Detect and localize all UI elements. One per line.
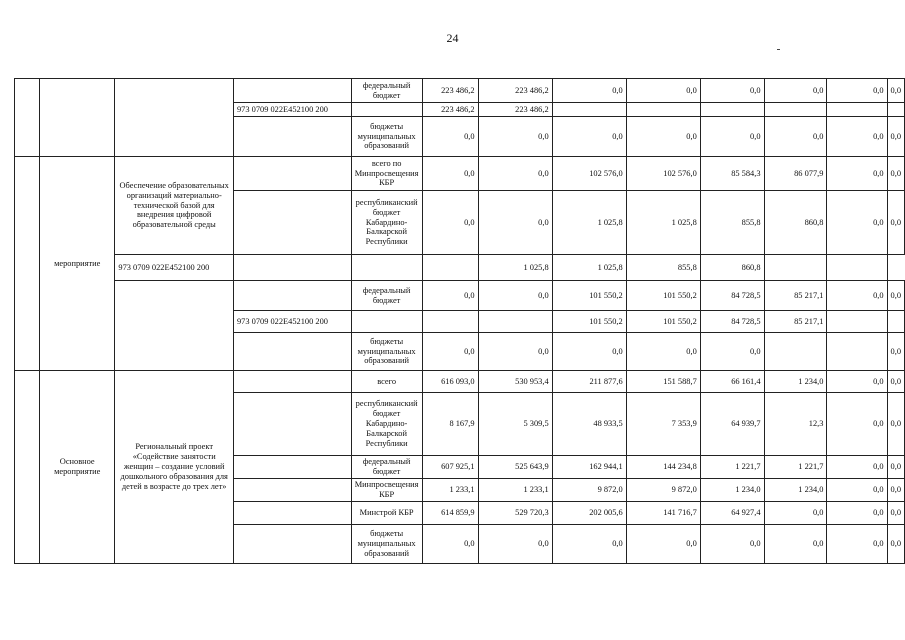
cell-value: 8 167,9	[422, 393, 478, 456]
cell-source: всего по Минпросвещения КБР	[351, 157, 422, 191]
scan-mark	[777, 49, 780, 50]
cell-value: 0,0	[478, 281, 552, 311]
cell-blank	[15, 371, 40, 564]
cell-value: 860,8	[700, 255, 764, 281]
cell-code	[233, 79, 351, 103]
cell-value: 0,0	[764, 79, 827, 103]
cell-value: 0,0	[478, 333, 552, 371]
cell-value	[827, 333, 887, 371]
cell-value: 0,0	[700, 117, 764, 157]
cell-value: 1 234,0	[764, 371, 827, 393]
cell-value	[764, 255, 827, 281]
cell-value: 860,8	[764, 191, 827, 255]
cell-value: 84 728,5	[700, 311, 764, 333]
cell-value	[827, 103, 887, 117]
cell-blank	[15, 157, 40, 371]
row-type-label: мероприятие	[40, 157, 115, 371]
cell-value: 0,0	[626, 333, 700, 371]
table-row	[15, 255, 905, 281]
cell-code	[233, 281, 351, 311]
cell-value: 141 716,7	[626, 502, 700, 525]
cell-value: 0,0	[887, 157, 904, 191]
cell-value: 0,0	[626, 117, 700, 157]
cell-value: 86 077,9	[764, 157, 827, 191]
cell-value: 0,0	[552, 79, 626, 103]
cell-value: 202 005,6	[552, 502, 626, 525]
cell-value: 529 720,3	[478, 502, 552, 525]
cell-source: федеральный бюджет	[351, 456, 422, 479]
cell-source: федеральный бюджет	[351, 79, 422, 103]
cell-value: 0,0	[422, 333, 478, 371]
cell-value: 0,0	[552, 333, 626, 371]
cell-value: 9 872,0	[552, 479, 626, 502]
cell-source: федеральный бюджет	[351, 281, 422, 311]
cell-value	[351, 255, 422, 281]
cell-value: 0,0	[827, 191, 887, 255]
cell-value	[827, 255, 887, 281]
cell-code	[233, 393, 351, 456]
cell-source	[351, 103, 422, 117]
cell-value: 85 584,3	[700, 157, 764, 191]
cell-source: бюджеты муниципальных образований	[351, 117, 422, 157]
cell-value: 0,0	[478, 191, 552, 255]
cell-value: 223 486,2	[422, 79, 478, 103]
cell-value: 66 161,4	[700, 371, 764, 393]
table-row	[15, 157, 905, 191]
cell-value: 84 728,5	[700, 281, 764, 311]
cell-value: 0,0	[700, 333, 764, 371]
cell-blank	[40, 79, 115, 157]
cell-value	[422, 255, 478, 281]
cell-value: 1 025,8	[552, 191, 626, 255]
cell-value: 0,0	[827, 371, 887, 393]
cell-value: 0,0	[552, 117, 626, 157]
cell-value: 211 877,6	[552, 371, 626, 393]
budget-table	[14, 78, 905, 564]
cell-value: 614 859,9	[422, 502, 478, 525]
cell-value: 1 234,0	[764, 479, 827, 502]
cell-source: Минстрой КБР	[351, 502, 422, 525]
cell-value: 102 576,0	[626, 157, 700, 191]
cell-code: 973 0709 022E452100 200	[233, 311, 351, 333]
cell-value: 0,0	[422, 117, 478, 157]
cell-value: 85 217,1	[764, 311, 827, 333]
cell-code	[233, 479, 351, 502]
cell-value: 162 944,1	[552, 456, 626, 479]
cell-value: 0,0	[887, 117, 904, 157]
cell-value: 1 221,7	[764, 456, 827, 479]
cell-value: 0,0	[422, 157, 478, 191]
cell-value: 0,0	[552, 525, 626, 564]
cell-value: 0,0	[887, 393, 904, 456]
cell-blank	[115, 281, 234, 371]
cell-value: 1 234,0	[700, 479, 764, 502]
cell-value	[887, 311, 904, 333]
cell-source: республиканский бюджет Кабардино-Балкарской Республики	[351, 191, 422, 255]
cell-value: 0,0	[827, 479, 887, 502]
cell-value	[700, 103, 764, 117]
table-row	[15, 79, 905, 103]
cell-value: 0,0	[827, 157, 887, 191]
cell-value: 855,8	[626, 255, 700, 281]
cell-value: 0,0	[827, 456, 887, 479]
table-row	[15, 371, 905, 393]
cell-value	[827, 311, 887, 333]
cell-code	[233, 157, 351, 191]
cell-value: 1 025,8	[552, 255, 626, 281]
cell-value: 0,0	[887, 191, 904, 255]
cell-code	[233, 525, 351, 564]
cell-value: 0,0	[478, 525, 552, 564]
cell-value: 0,0	[422, 191, 478, 255]
cell-value: 530 953,4	[478, 371, 552, 393]
cell-value: 144 234,8	[626, 456, 700, 479]
cell-value: 5 309,5	[478, 393, 552, 456]
cell-value: 151 588,7	[626, 371, 700, 393]
cell-value: 64 939,7	[700, 393, 764, 456]
cell-value: 607 925,1	[422, 456, 478, 479]
cell-value: 9 872,0	[626, 479, 700, 502]
project-description: Региональный проект «Содействие занятости женщин – создание условий дошкольного образования для детей в возрасте до трех лет»	[115, 371, 234, 564]
cell-value: 0,0	[626, 525, 700, 564]
cell-value: 0,0	[478, 157, 552, 191]
cell-source: Минпросвещения КБР	[351, 479, 422, 502]
cell-value: 101 550,2	[626, 281, 700, 311]
cell-value: 0,0	[422, 281, 478, 311]
cell-value: 0,0	[887, 79, 904, 103]
cell-value: 0,0	[764, 525, 827, 564]
cell-value: 525 643,9	[478, 456, 552, 479]
cell-value: 0,0	[887, 525, 904, 564]
cell-value: 0,0	[827, 525, 887, 564]
cell-source: бюджеты муниципальных образований	[351, 333, 422, 371]
cell-value	[764, 333, 827, 371]
cell-value: 101 550,2	[626, 311, 700, 333]
cell-value: 0,0	[764, 117, 827, 157]
cell-code	[233, 333, 351, 371]
cell-value: 1 025,8	[478, 255, 552, 281]
cell-source: республиканский бюджет Кабардино-Балкарской Республики	[351, 393, 422, 456]
cell-value: 616 093,0	[422, 371, 478, 393]
cell-value	[422, 311, 478, 333]
cell-source	[351, 311, 422, 333]
cell-source: всего	[351, 371, 422, 393]
cell-value: 0,0	[764, 502, 827, 525]
cell-value: 0,0	[626, 79, 700, 103]
measure-description: Обеспечение образовательных организаций материально-технической базой для внедрения цифровой образовательной среды	[115, 157, 234, 255]
cell-code	[233, 502, 351, 525]
cell-value: 223 486,2	[478, 79, 552, 103]
cell-value: 48 933,5	[552, 393, 626, 456]
cell-value: 1 233,1	[478, 479, 552, 502]
cell-code	[233, 117, 351, 157]
cell-value: 0,0	[887, 371, 904, 393]
cell-value: 0,0	[887, 456, 904, 479]
cell-value: 0,0	[827, 117, 887, 157]
cell-blank	[115, 79, 234, 157]
cell-value: 7 353,9	[626, 393, 700, 456]
cell-value: 0,0	[700, 525, 764, 564]
cell-code: 973 0709 022E452100 200	[115, 255, 234, 281]
cell-value: 101 550,2	[552, 311, 626, 333]
cell-value: 1 025,8	[626, 191, 700, 255]
cell-value: 0,0	[887, 502, 904, 525]
table-row	[15, 281, 905, 311]
cell-value: 0,0	[700, 79, 764, 103]
page-number: 24	[446, 31, 459, 45]
cell-code	[233, 456, 351, 479]
cell-value: 223 486,2	[422, 103, 478, 117]
cell-blank	[15, 79, 40, 157]
cell-value: 223 486,2	[478, 103, 552, 117]
cell-value: 0,0	[887, 333, 904, 371]
cell-value: 101 550,2	[552, 281, 626, 311]
row-type-label: Основное мероприятие	[40, 371, 115, 564]
cell-source: бюджеты муниципальных образований	[351, 525, 422, 564]
cell-source	[233, 255, 351, 281]
cell-value	[626, 103, 700, 117]
cell-value: 0,0	[887, 479, 904, 502]
cell-value: 12,3	[764, 393, 827, 456]
cell-value: 0,0	[827, 281, 887, 311]
cell-value	[764, 103, 827, 117]
cell-value: 0,0	[827, 502, 887, 525]
cell-value: 0,0	[478, 117, 552, 157]
cell-value	[552, 103, 626, 117]
cell-value: 0,0	[422, 525, 478, 564]
cell-value: 1 221,7	[700, 456, 764, 479]
cell-value: 1 233,1	[422, 479, 478, 502]
cell-value: 0,0	[827, 79, 887, 103]
cell-value: 102 576,0	[552, 157, 626, 191]
cell-value: 85 217,1	[764, 281, 827, 311]
cell-value: 64 927,4	[700, 502, 764, 525]
cell-code	[233, 191, 351, 255]
cell-code: 973 0709 022E452100 200	[233, 103, 351, 117]
cell-value: 855,8	[700, 191, 764, 255]
cell-value	[478, 311, 552, 333]
cell-value	[887, 103, 904, 117]
cell-value: 0,0	[887, 281, 904, 311]
cell-value: 0,0	[827, 393, 887, 456]
cell-code	[233, 371, 351, 393]
